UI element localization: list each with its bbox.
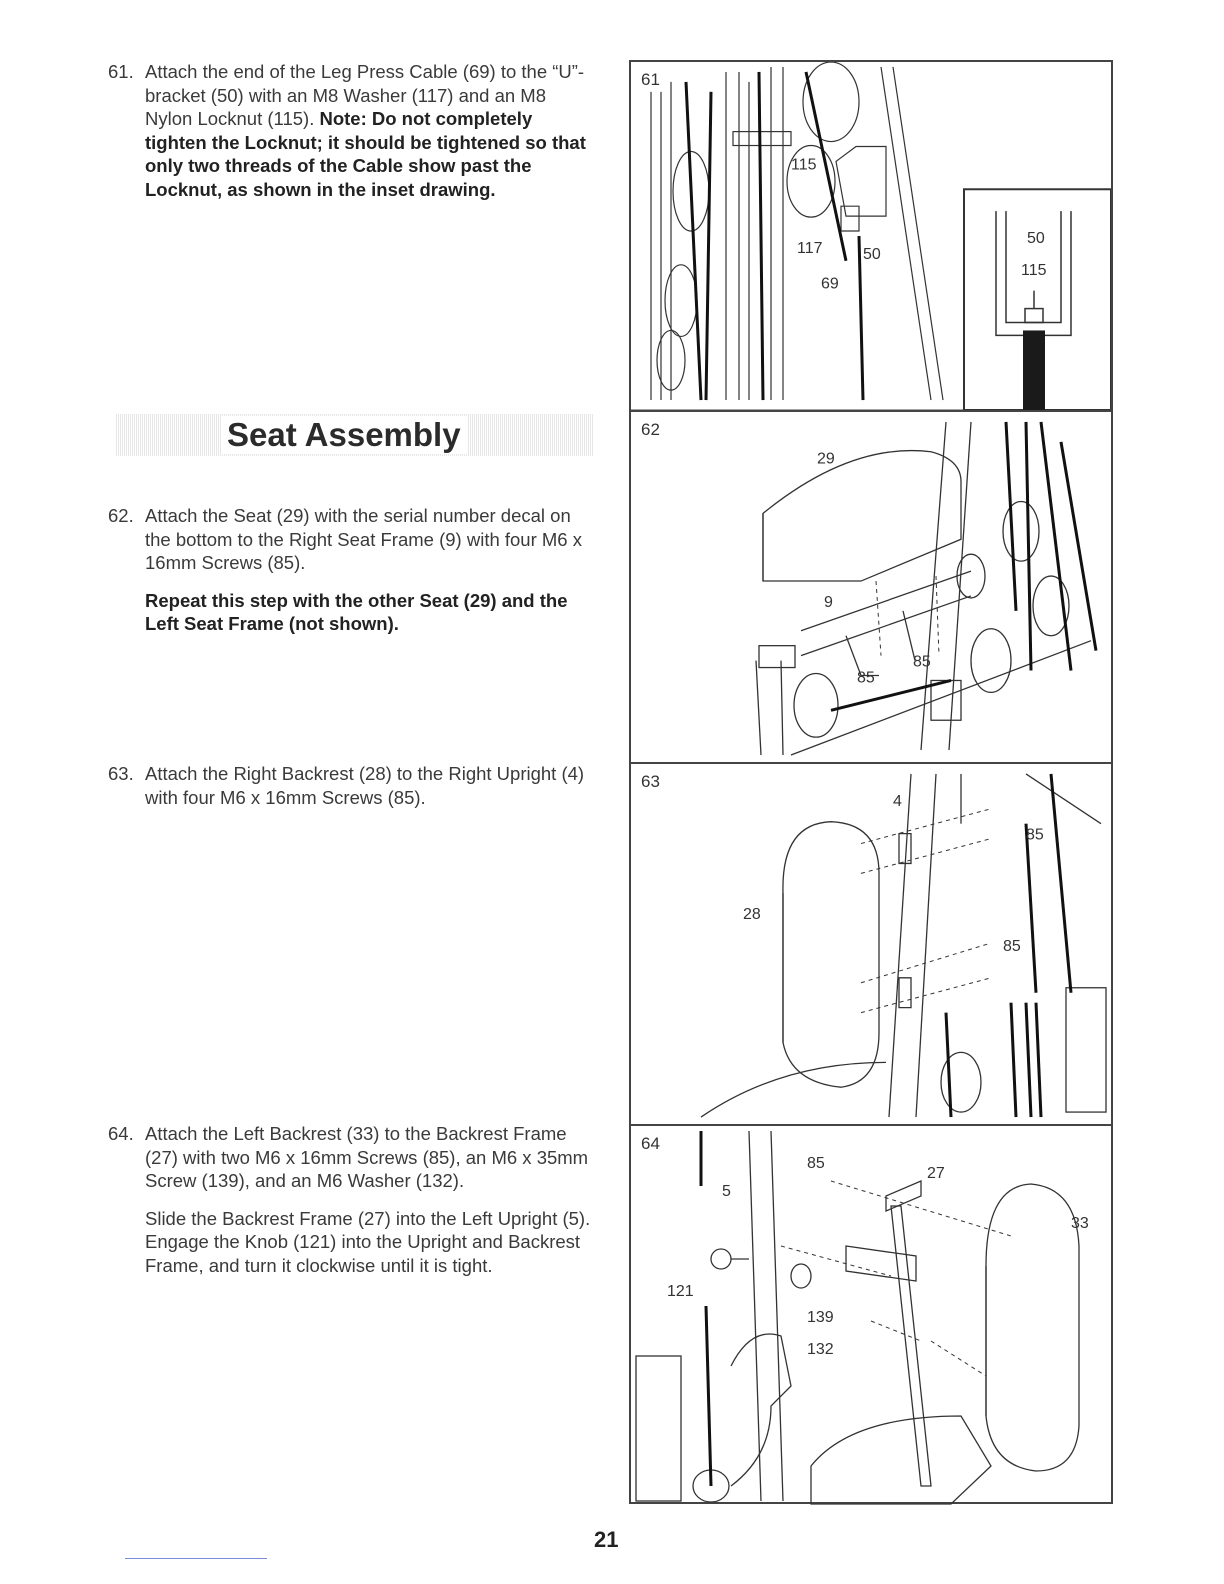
- figure-label: 28: [743, 906, 761, 924]
- figure-label: 33: [1071, 1215, 1089, 1232]
- figure-label: 132: [807, 1341, 834, 1358]
- step-text: Attach the Seat (29) with the serial number decal on the bottom to the Right Seat Frame (9) with four M6 x 16mm Screws (85).: [145, 505, 582, 573]
- page-number: 21: [594, 1527, 619, 1552]
- figure-number: 62: [641, 420, 660, 439]
- figure-label: 50: [863, 245, 881, 263]
- figure-64-drawing: [631, 1126, 1111, 1506]
- figure-label: 85: [1026, 826, 1044, 844]
- step-text: Attach the Right Backrest (28) to the Right Upright (4) with four M6 x 16mm Screws (85).: [145, 763, 585, 808]
- step-note: Note: Do not completely tighten the Locknut; it should be tightened so that only two threads of the Cable show past the Locknut, as shown in the inset drawing.: [145, 108, 586, 200]
- figure-61-drawing: [631, 62, 1111, 410]
- section-header: [115, 414, 593, 456]
- figure-label: 115: [791, 156, 817, 174]
- figure-label: 27: [927, 1165, 945, 1182]
- step-number: 61.: [108, 61, 134, 82]
- figure-62: [631, 412, 1111, 764]
- figure-label: 117: [797, 239, 823, 257]
- figures-column: [629, 60, 1113, 1504]
- figure-label: 4: [893, 792, 902, 810]
- step-number: 62.: [108, 505, 134, 526]
- figure-number: 64: [641, 1134, 660, 1153]
- inset-label: 115: [1021, 261, 1047, 279]
- figure-label: 69: [821, 275, 839, 293]
- figure-label: 5: [722, 1183, 731, 1200]
- figure-64: [631, 1126, 1111, 1506]
- figure-label: 85: [857, 669, 875, 687]
- step-number: 63.: [108, 763, 134, 784]
- figure-label: 9: [824, 593, 833, 611]
- footer-divider: [125, 1558, 267, 1559]
- figure-label: 85: [1003, 937, 1021, 955]
- figure-62-drawing: [631, 412, 1111, 762]
- section-title: Seat Assembly: [221, 416, 467, 454]
- step-61: [108, 60, 598, 201]
- figure-63-drawing: [631, 764, 1111, 1124]
- figure-label: 29: [817, 450, 835, 468]
- figure-63: [631, 764, 1111, 1126]
- step-text: Attach the Left Backrest (33) to the Backrest Frame (27) with two M6 x 16mm Screws (85), an M6 x 35mm Screw (139), and an M6 Washer (132).: [145, 1123, 589, 1191]
- step-63: [108, 762, 598, 809]
- figure-61: [631, 62, 1111, 412]
- step-64: [108, 1122, 598, 1277]
- step-text: Attach the end of the Leg Press Cable (69) to the “U”-bracket (50) with an M8 Washer (117) and an M8 Nylon Locknut (115).: [145, 61, 585, 129]
- step-62: [108, 504, 598, 636]
- step-note: Repeat this step with the other Seat (29) and the Left Seat Frame (not shown).: [145, 589, 568, 634]
- figure-label: 85: [807, 1155, 825, 1172]
- step-text-2: Slide the Backrest Frame (27) into the Left Upright (5). Engage the Knob (121) into the Upright and Backrest Frame, and turn it clockwise until it is tight.: [145, 1207, 591, 1276]
- figure-number: 61: [641, 70, 660, 89]
- figure-label: 85: [913, 653, 931, 671]
- figure-label: 139: [807, 1309, 834, 1326]
- step-number: 64.: [108, 1123, 134, 1144]
- figure-number: 63: [641, 772, 660, 791]
- inset-label: 50: [1027, 229, 1045, 247]
- figure-label: 121: [667, 1283, 694, 1300]
